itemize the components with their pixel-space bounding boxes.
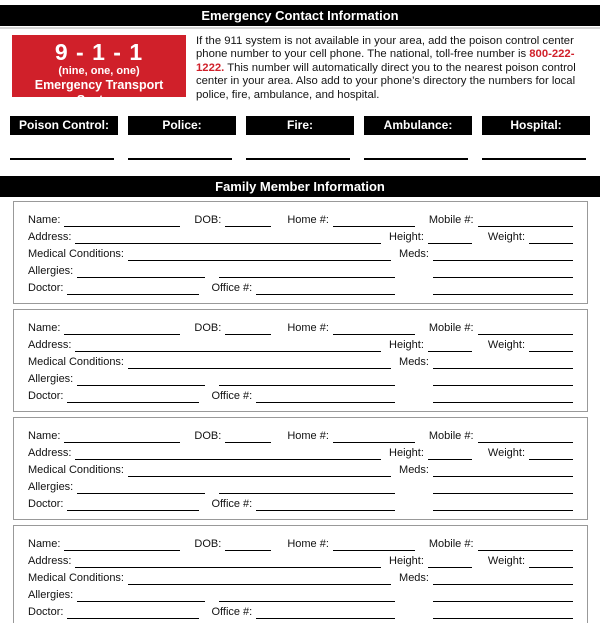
meds-continuation-line-1 xyxy=(433,482,573,494)
poison-control-paragraph xyxy=(196,35,590,102)
allergies-blank-line xyxy=(77,482,205,494)
home-phone-label: Home #: xyxy=(287,322,329,335)
home-phone-label: Home #: xyxy=(287,214,329,227)
allergies-continuation-line xyxy=(219,266,395,278)
police-label: Police: xyxy=(128,116,236,135)
mobile-phone-label: Mobile #: xyxy=(428,538,474,551)
mobile-phone-blank-line xyxy=(478,323,573,335)
fire-label: Fire: xyxy=(246,116,354,135)
dob-label: DOB: xyxy=(194,538,222,551)
address-label: Address: xyxy=(28,339,72,352)
weight-blank-line xyxy=(529,232,573,244)
height-label: Height: xyxy=(389,447,424,460)
member-row-doctor xyxy=(28,495,573,512)
intro-section xyxy=(12,35,590,107)
meds-label: Meds: xyxy=(399,464,429,477)
member-row-name xyxy=(28,427,573,444)
mobile-phone-blank-line xyxy=(478,215,573,227)
meds-continuation-line-1 xyxy=(433,590,573,602)
meds-continuation-line-2 xyxy=(433,499,573,511)
allergies-blank-line xyxy=(77,266,205,278)
page-title: Emergency Contact Information xyxy=(0,5,600,26)
allergies-label: Allergies: xyxy=(28,589,74,602)
home-phone-blank-line xyxy=(333,539,415,551)
contact-col-hospital xyxy=(482,116,590,160)
member-row-name xyxy=(28,319,573,336)
allergies-continuation-line xyxy=(219,374,395,386)
meds-blank-line xyxy=(433,357,573,369)
header-shadow-line xyxy=(0,27,600,29)
member-row-address xyxy=(28,336,573,353)
allergies-blank-line xyxy=(77,374,205,386)
meds-label: Meds: xyxy=(399,356,429,369)
family-member-block-4 xyxy=(13,525,588,623)
name-blank-line xyxy=(64,323,180,335)
height-label: Height: xyxy=(389,555,424,568)
mobile-phone-label: Mobile #: xyxy=(428,322,474,335)
dob-blank-line xyxy=(225,323,271,335)
doctor-blank-line xyxy=(67,607,199,619)
weight-blank-line xyxy=(529,448,573,460)
allergies-blank-line xyxy=(77,590,205,602)
medical-conditions-label: Medical Conditions: xyxy=(28,356,124,369)
meds-continuation-line-2 xyxy=(433,607,573,619)
office-phone-blank-line xyxy=(256,607,395,619)
allergies-label: Allergies: xyxy=(28,265,74,278)
meds-continuation-line-2 xyxy=(433,391,573,403)
allergies-continuation-line xyxy=(219,482,395,494)
911-system-name: Emergency Transport System xyxy=(34,78,164,107)
doctor-blank-line xyxy=(67,499,199,511)
member-row-address xyxy=(28,552,573,569)
height-blank-line xyxy=(428,556,472,568)
dob-label: DOB: xyxy=(194,322,222,335)
911-red-box xyxy=(12,35,186,107)
medical-conditions-blank-line xyxy=(128,249,391,261)
fire-blank-line xyxy=(246,158,350,160)
home-phone-label: Home #: xyxy=(287,430,329,443)
dob-label: DOB: xyxy=(194,430,222,443)
meds-blank-line xyxy=(433,465,573,477)
member-row-name xyxy=(28,535,573,552)
family-member-section-title: Family Member Information xyxy=(0,176,600,197)
emergency-numbers-section xyxy=(10,116,590,160)
doctor-blank-line xyxy=(67,391,199,403)
address-blank-line xyxy=(75,340,381,352)
poison-control-phone-number: 800-222-1222. xyxy=(196,48,575,74)
contact-col-poison-control xyxy=(10,116,118,160)
height-blank-line xyxy=(428,232,472,244)
doctor-label: Doctor: xyxy=(28,282,64,295)
medical-conditions-label: Medical Conditions: xyxy=(28,572,124,585)
member-row-doctor xyxy=(28,279,573,296)
office-phone-blank-line xyxy=(256,499,395,511)
office-phone-label: Office #: xyxy=(211,498,253,511)
mobile-phone-blank-line xyxy=(478,539,573,551)
member-row-allergies xyxy=(28,478,573,495)
allergies-continuation-line xyxy=(219,590,395,602)
address-blank-line xyxy=(75,448,381,460)
office-phone-label: Office #: xyxy=(211,390,253,403)
meds-continuation-line-2 xyxy=(433,283,573,295)
weight-label: Weight: xyxy=(487,555,525,568)
name-label: Name: xyxy=(28,322,61,335)
dob-label: DOB: xyxy=(194,214,222,227)
name-label: Name: xyxy=(28,538,61,551)
height-label: Height: xyxy=(389,339,424,352)
address-label: Address: xyxy=(28,231,72,244)
meds-label: Meds: xyxy=(399,248,429,261)
meds-continuation-line-1 xyxy=(433,374,573,386)
member-row-name xyxy=(28,211,573,228)
meds-continuation-line-1 xyxy=(433,266,573,278)
police-blank-line xyxy=(128,158,232,160)
address-label: Address: xyxy=(28,447,72,460)
weight-blank-line xyxy=(529,340,573,352)
mobile-phone-label: Mobile #: xyxy=(428,214,474,227)
office-phone-label: Office #: xyxy=(211,282,253,295)
weight-label: Weight: xyxy=(487,447,525,460)
medical-conditions-label: Medical Conditions: xyxy=(28,464,124,477)
hospital-label: Hospital: xyxy=(482,116,590,135)
ambulance-blank-line xyxy=(364,158,468,160)
office-phone-blank-line xyxy=(256,283,395,295)
family-member-block-2 xyxy=(13,309,588,412)
name-label: Name: xyxy=(28,430,61,443)
member-row-medical xyxy=(28,245,573,262)
member-row-address xyxy=(28,444,573,461)
911-number: 9 - 1 - 1 xyxy=(54,39,144,65)
allergies-label: Allergies: xyxy=(28,373,74,386)
dob-blank-line xyxy=(225,431,271,443)
address-blank-line xyxy=(75,232,381,244)
height-blank-line xyxy=(428,340,472,352)
medical-conditions-label: Medical Conditions: xyxy=(28,248,124,261)
member-row-allergies xyxy=(28,586,573,603)
paragraph-after: This number will automatically direct you to the nearest poison control center in your area. Also add to your phone’s directory the numbers for local police, fire, ambulance, and hospital. xyxy=(196,61,576,101)
office-phone-label: Office #: xyxy=(211,606,253,619)
height-blank-line xyxy=(428,448,472,460)
weight-label: Weight: xyxy=(487,339,525,352)
doctor-label: Doctor: xyxy=(28,498,64,511)
home-phone-blank-line xyxy=(333,215,415,227)
dob-blank-line xyxy=(225,539,271,551)
member-row-medical xyxy=(28,461,573,478)
ambulance-label: Ambulance: xyxy=(364,116,472,135)
home-phone-label: Home #: xyxy=(287,538,329,551)
911-number-words: (nine, one, one) xyxy=(58,65,140,77)
address-blank-line xyxy=(75,556,381,568)
contact-col-fire xyxy=(246,116,354,160)
family-members-list xyxy=(0,201,600,623)
meds-label: Meds: xyxy=(399,572,429,585)
allergies-label: Allergies: xyxy=(28,481,74,494)
poison-control-blank-line xyxy=(10,158,114,160)
dob-blank-line xyxy=(225,215,271,227)
paragraph-before: If the 911 system is not available in your area, add the poison control center phone number to your cell phone. The national, toll-free number is xyxy=(196,35,574,61)
medical-conditions-blank-line xyxy=(128,357,391,369)
contact-col-police xyxy=(128,116,236,160)
member-row-medical xyxy=(28,569,573,586)
home-phone-blank-line xyxy=(333,431,415,443)
doctor-blank-line xyxy=(67,283,199,295)
address-label: Address: xyxy=(28,555,72,568)
member-row-allergies xyxy=(28,370,573,387)
name-blank-line xyxy=(64,215,180,227)
family-member-block-3 xyxy=(13,417,588,520)
doctor-label: Doctor: xyxy=(28,606,64,619)
name-label: Name: xyxy=(28,214,61,227)
member-row-doctor xyxy=(28,387,573,404)
doctor-label: Doctor: xyxy=(28,390,64,403)
mobile-phone-label: Mobile #: xyxy=(428,430,474,443)
medical-conditions-blank-line xyxy=(128,465,391,477)
mobile-phone-blank-line xyxy=(478,431,573,443)
member-row-doctor xyxy=(28,603,573,620)
meds-blank-line xyxy=(433,573,573,585)
poison-control-label: Poison Control: xyxy=(10,116,118,135)
member-row-medical xyxy=(28,353,573,370)
name-blank-line xyxy=(64,539,180,551)
emergency-contact-header xyxy=(0,5,600,29)
family-member-block-1 xyxy=(13,201,588,304)
hospital-blank-line xyxy=(482,158,586,160)
meds-blank-line xyxy=(433,249,573,261)
contact-col-ambulance xyxy=(364,116,472,160)
weight-label: Weight: xyxy=(487,231,525,244)
member-row-allergies xyxy=(28,262,573,279)
name-blank-line xyxy=(64,431,180,443)
office-phone-blank-line xyxy=(256,391,395,403)
member-row-address xyxy=(28,228,573,245)
home-phone-blank-line xyxy=(333,323,415,335)
height-label: Height: xyxy=(389,231,424,244)
medical-conditions-blank-line xyxy=(128,573,391,585)
weight-blank-line xyxy=(529,556,573,568)
